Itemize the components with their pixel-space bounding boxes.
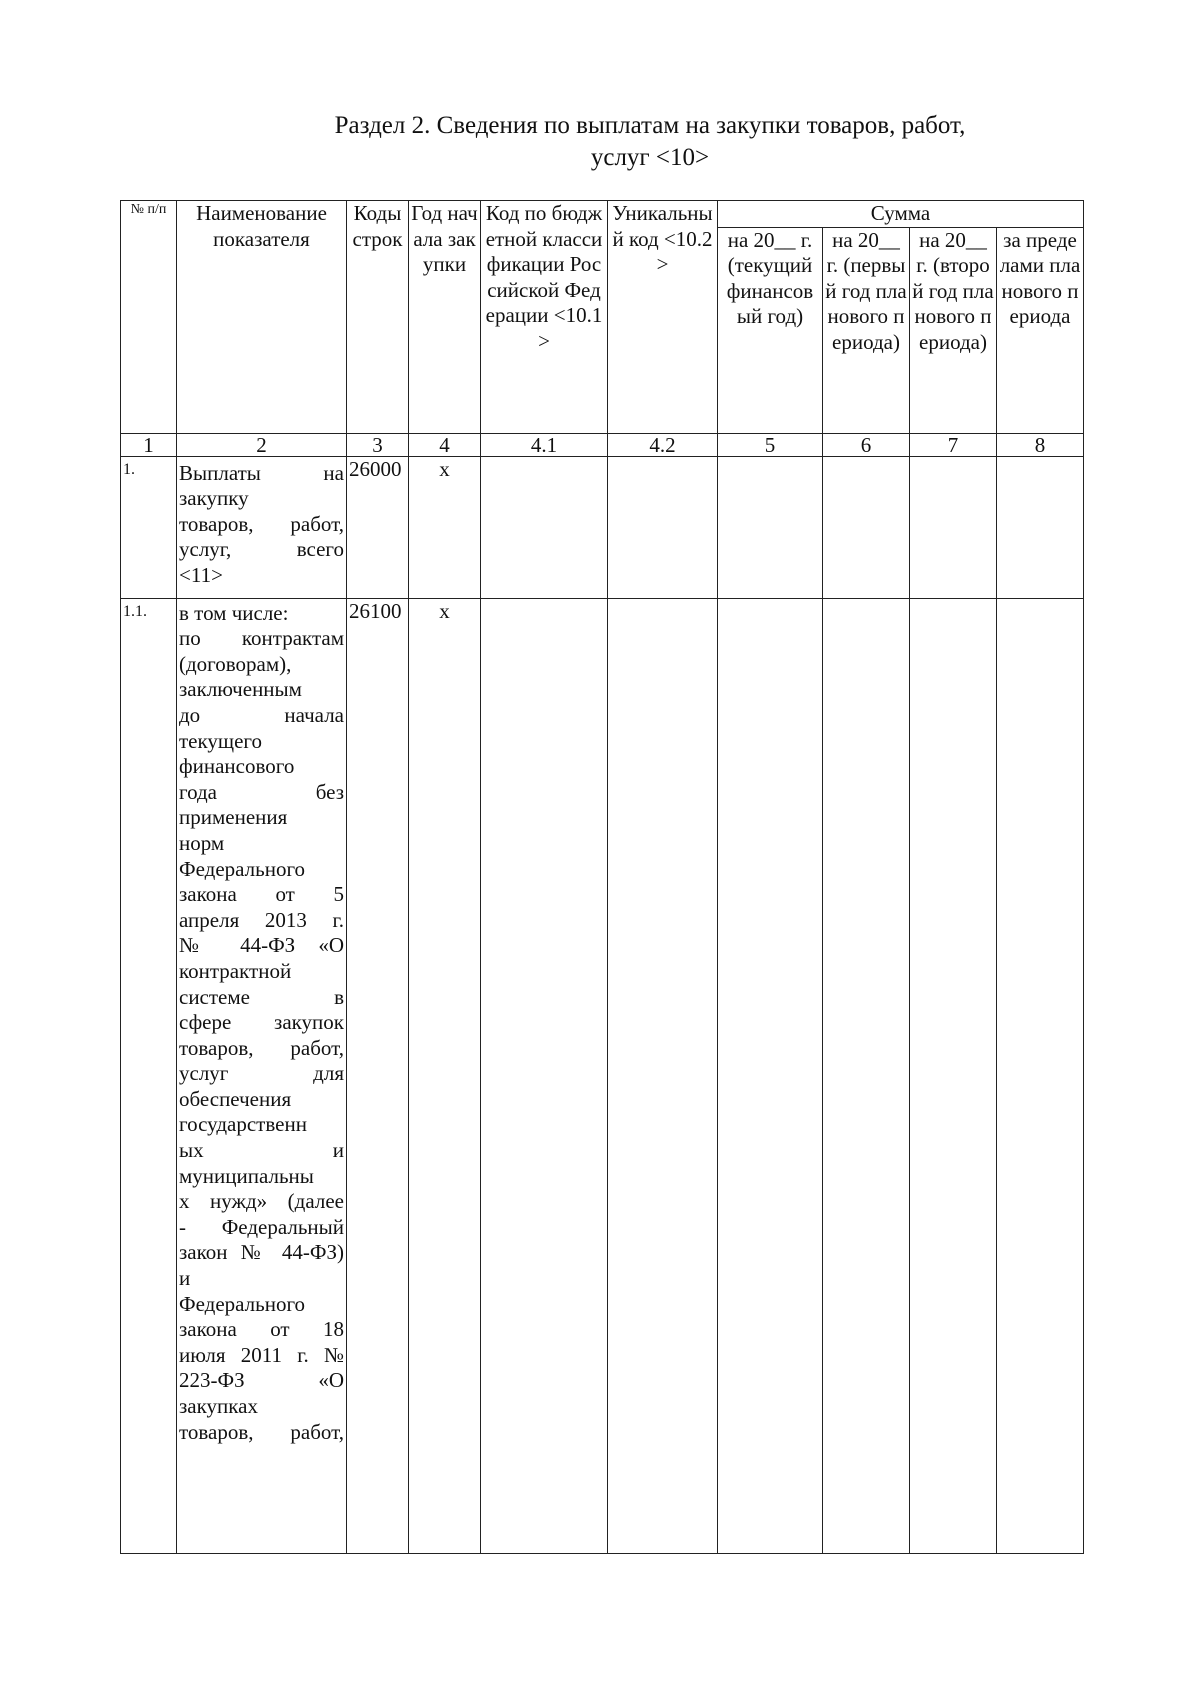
row-sum-first-cell <box>823 456 910 598</box>
column-number: 5 <box>718 433 823 456</box>
row-name-line: обеспечения <box>179 1086 292 1111</box>
row-name-line: заключенным <box>179 677 302 702</box>
row-name <box>177 456 347 598</box>
row-name-line: муниципальны <box>179 1163 314 1188</box>
header-np: № п/п <box>121 201 177 434</box>
column-number: 2 <box>177 433 347 456</box>
header-sum: Сумма <box>718 201 1084 228</box>
row-kbk-cell <box>481 598 608 1553</box>
row-year: х <box>409 598 481 1553</box>
row-name-line: апреля 2013 г. <box>179 907 344 932</box>
column-number: 4.1 <box>481 433 608 456</box>
payments-table <box>120 200 1084 1554</box>
row-name-line: в том числе: <box>179 600 289 625</box>
row-name-line: услуг для <box>179 1061 344 1086</box>
row-name-line: № 44-ФЗ «О <box>179 933 344 958</box>
row-sum-current-cell <box>718 598 823 1553</box>
row-name-line: финансового <box>179 754 295 779</box>
header-first-plan-year: на 20__ г. (первый год планового периода) <box>823 227 910 433</box>
column-number: 3 <box>347 433 409 456</box>
header-unique: Уникальный код <10.2> <box>608 201 718 434</box>
row-unique-cell <box>608 598 718 1553</box>
row-name-line: Выплаты на <box>179 460 344 485</box>
row-sum-beyond-cell <box>997 456 1084 598</box>
row-name-line: закон № 44-ФЗ) <box>179 1240 344 1265</box>
row-name-line: (договорам), <box>179 651 292 676</box>
row-sum-second-cell <box>910 456 997 598</box>
row-name-line: Федерального <box>179 856 306 881</box>
column-number: 4.2 <box>608 433 718 456</box>
row-name-line: <11> <box>179 562 223 587</box>
row-name-line: ых и <box>179 1138 344 1163</box>
row-name-line: закупку <box>179 486 249 511</box>
column-number: 4 <box>409 433 481 456</box>
column-number: 6 <box>823 433 910 456</box>
table-row <box>121 598 1084 1553</box>
row-number: 1.1. <box>121 598 177 1553</box>
section-title-line-1: Раздел 2. Сведения по выплатам на закупки товаров, работ, <box>334 112 966 139</box>
row-sum-current-cell <box>718 456 823 598</box>
row-name-line: х нужд» (далее <box>179 1189 344 1214</box>
row-name-line: закупках <box>179 1394 258 1418</box>
row-name-line: норм <box>179 830 225 855</box>
row-name-line: контрактной <box>179 958 292 983</box>
header-current-year: на 20__ г. (текущий финансовый год) <box>718 227 823 433</box>
column-number: 7 <box>910 433 997 456</box>
header-codes: Коды строк <box>347 201 409 434</box>
header-beyond-plan: за пределами планового периода <box>997 227 1084 433</box>
row-name <box>177 598 347 1553</box>
row-name-line: применения <box>179 805 288 830</box>
header-kbk: Код по бюджетной классификации Российской Федерации <10.1> <box>481 201 608 434</box>
row-name-line: по контрактам <box>179 626 344 651</box>
row-name-line: товаров, работ, <box>179 1035 344 1060</box>
row-name-line: государственн <box>179 1112 307 1137</box>
row-name-line: товаров, работ, <box>179 1419 344 1444</box>
row-name-line: 223-ФЗ «О <box>179 1368 344 1393</box>
header-year: Год начала закупки <box>409 201 481 434</box>
table-row <box>121 456 1084 598</box>
row-code: 26000 <box>347 456 409 598</box>
row-name-line: услуг, всего <box>179 537 344 562</box>
row-name-line: до начала <box>179 702 344 727</box>
row-name-line: текущего <box>179 728 262 753</box>
row-name-line: системе в <box>179 984 344 1009</box>
column-number: 8 <box>997 433 1084 456</box>
row-sum-first-cell <box>823 598 910 1553</box>
row-name-line: товаров, работ, <box>179 511 344 536</box>
row-number: 1. <box>121 456 177 598</box>
row-code: 26100 <box>347 598 409 1553</box>
section-title <box>300 110 1000 174</box>
column-number: 1 <box>121 433 177 456</box>
row-year: х <box>409 456 481 598</box>
row-name-line: сфере закупок <box>179 1010 344 1035</box>
row-name-line: закона от 18 <box>179 1317 344 1342</box>
header-name: Наименование показателя <box>177 201 347 434</box>
header-second-plan-year: на 20__ г. (второй год планового периода) <box>910 227 997 433</box>
row-kbk-cell <box>481 456 608 598</box>
row-name-line: - Федеральный <box>179 1214 344 1239</box>
section-title-line-2: услуг <10> <box>590 144 710 171</box>
row-name-line: Федерального <box>179 1291 306 1316</box>
row-name-line: года без <box>179 779 344 804</box>
row-name-line: закона от 5 <box>179 882 344 907</box>
row-sum-second-cell <box>910 598 997 1553</box>
column-number-row <box>121 433 1084 456</box>
row-name-line: июля 2011 г. № <box>179 1342 344 1367</box>
row-name-line: и <box>179 1266 191 1291</box>
row-unique-cell <box>608 456 718 598</box>
row-sum-beyond-cell <box>997 598 1084 1553</box>
